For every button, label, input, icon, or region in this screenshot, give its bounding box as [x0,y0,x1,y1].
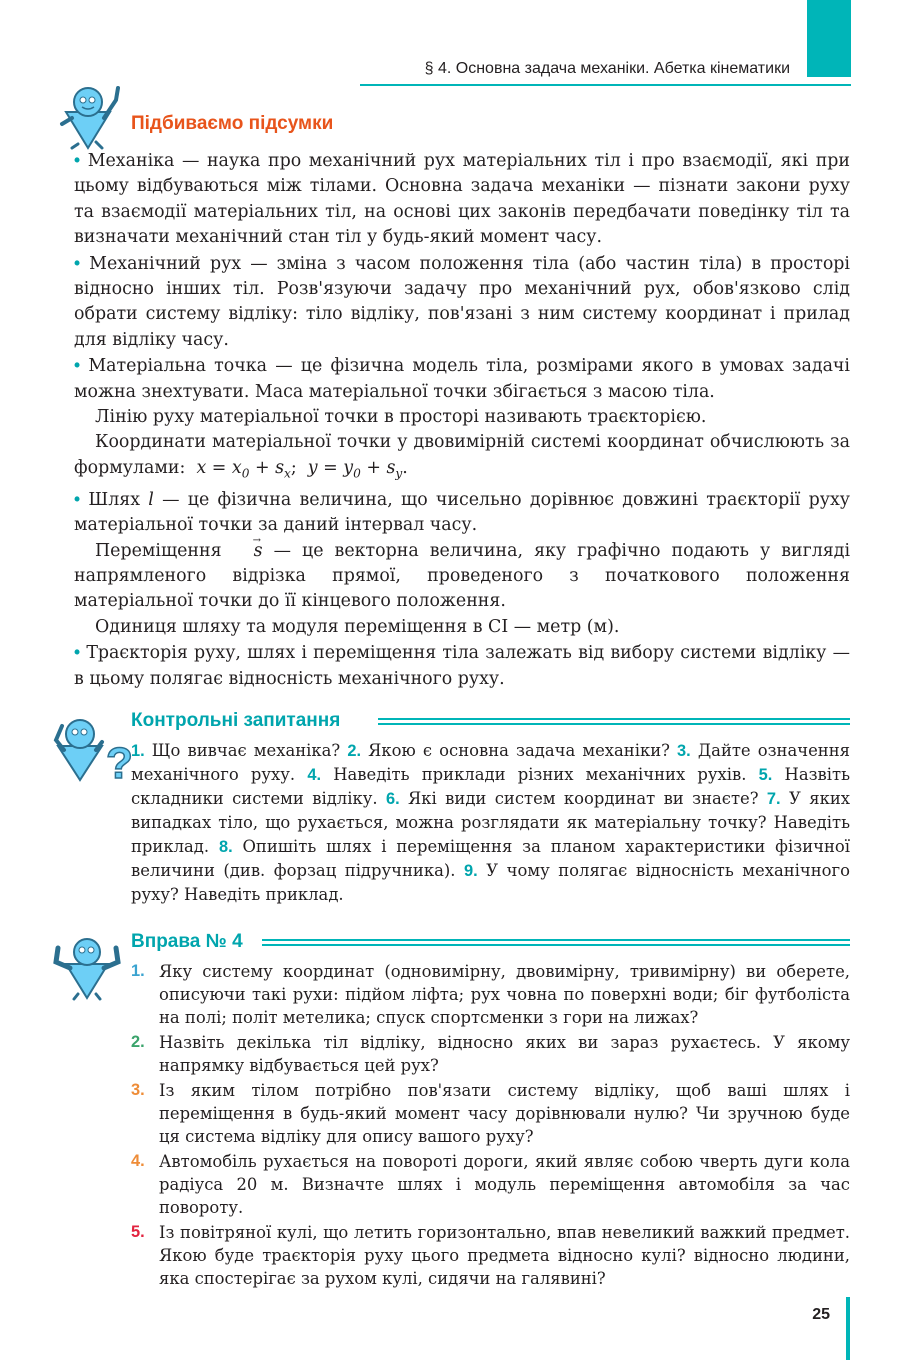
summary-title: Підбиваємо підсумки [131,113,334,134]
formula-x: $x = x_0 + s_x$ [196,457,291,481]
header-rule [360,84,851,86]
question-number: 7. [766,790,781,808]
exercise-item [131,1079,850,1148]
summary-paragraph: Лінію руху матеріальної точки в просторі називають траєкторією. [95,407,707,428]
question-number: 6. [385,790,400,808]
exercise-title: Вправа № 4 [131,931,243,952]
summary-paragraph: Переміщення → s — це векторна величина, яку графічно подають у вигляді напрямленого відрізка прямої, проведеного з початкового положення матеріальної точки до її кінцевого положення. [74,539,850,615]
question-text: У чому полягає відносність механічного руху? Наведіть приклад. [131,861,851,904]
exercise-number: 4. [131,1152,145,1170]
running-header: § 4. Основна задача механіки. Абетка кінематики [424,60,790,77]
exercise-list [131,960,850,1292]
page-number-bar [846,1297,850,1360]
exercise-item [131,960,850,1029]
question-text: Наведіть приклади різних механічних рухів. [333,765,747,784]
svg-text:?: ? [106,739,133,788]
exercise-item [131,1031,850,1077]
question-text: Дайте означення механічного руху. [131,741,850,784]
control-questions [131,739,850,907]
question-text: У яких випадках тіло, що рухається, можна розглядати як матеріальну точку? Наведіть приклад. [131,789,850,856]
exercise-text: Із повітряної кулі, що летить горизонтально, впав невеликий важкий предмет. Якою буде траєкторія руху цього предмета відносно кулі? відносно людини, яка спостерігає за рухом кулі, сидячи на галявині? [159,1223,850,1288]
mascot-pointing-icon [60,78,130,150]
question-text: Опишіть шлях і переміщення за планом характеристики фізичної величини (див. форзац підручника). [131,837,850,880]
summary-paragraph: • Механіка — наука про механічний рух матеріальних тіл і про взаємодії, які при цьому відбуваються між тілами. Основна задача механіки — пізнати закони руху та взаємодії матеріальних тіл, на основі цих законів передбачати поведінку тіл та визначати механічний стан тіл у будь-який момент часу. [74,150,851,248]
exercise-number: 2. [131,1033,145,1051]
exercise-item [131,1150,850,1219]
summary-paragraph: • Механічний рух — зміна з часом положення тіла (або частин тіла) в просторі відносно інших тіл. Розв'язуючи задачу про механічний рух, обов'язково слід обрати систему відліку: тіло відліку, пов'язані з ним систему координат і прилад для відліку часу. [74,252,850,350]
question-number: 1. [131,742,145,760]
bullet-icon: • [74,355,81,376]
exercise-item [131,1221,850,1290]
bullet-icon: • [74,488,81,509]
bullet-icon: • [74,642,81,663]
summary-paragraph: Координати матеріальної точки у двовимірній системі координат обчислюють за формулами: $x = x_0 + s_x$; $y = y_0 + s_y$. [74,432,850,481]
page-number: 25 [812,1306,830,1323]
question-number: 5. [758,766,773,784]
mascot-thinking-icon [48,712,133,788]
control-title: Контрольні запитання [131,710,341,731]
exercise-text: Яку систему координат (одновимірну, двовимірну, тривимірну) ви оберете, описуючи такі рухи: підйом ліфта; рух човна по поверхні води; біг футболіста на полі; політ метелика; спуск спортсменки з гори на лижах? [159,962,850,1027]
question-text: Що вивчає механіка? [151,741,341,760]
exercise-number: 5. [131,1223,145,1241]
question-text: Назвіть складники системи відліку. [131,765,851,808]
summary-paragraph: • Траєкторія руху, шлях і переміщення тіла залежать від вибору системи відліку — в цьому полягає відносність механічного руху. [74,642,851,689]
summary-paragraph: • Матеріальна точка — це фізична модель тіла, розмірами якого в умовах задачі можна знехтувати. Маса матеріальної точки збігається з масою тіла. [74,355,850,402]
control-rule [378,718,850,725]
bullet-icon: • [74,150,81,170]
question-text: Які види систем координат ви знаєте? [408,789,759,808]
exercise-text: Із яким тілом потрібно пов'язати систему відліку, щоб ваші шлях і переміщення в будь-який момент часу дорівнювали нулю? Чи зручною буде ця система відліку для опису вашого руху? [159,1081,850,1146]
exercise-text: Автомобіль рухається на повороті дороги, який являє собою чверть дуги кола радіуса 20 м. Визначте шлях і модуль переміщення автомобіля за час повороту. [159,1152,850,1217]
bullet-icon: • [74,252,81,273]
exercise-number: 3. [131,1081,145,1099]
exercise-text: Назвіть декілька тіл відліку, відносно яких ви зараз рухаєтесь. У якому напрямку відбувається цей рух? [159,1033,850,1075]
mascot-strong-icon [50,932,126,1000]
question-text: Якою є основна задача механіки? [368,741,670,760]
exercise-rule [262,939,850,946]
question-number: 8. [218,838,233,856]
question-number: 2. [347,742,361,760]
exercise-number: 1. [131,962,145,980]
question-number: 9. [464,862,478,880]
summary-body [74,148,850,692]
formula-y: $y = y_0 + s_y$ [307,457,403,481]
summary-paragraph: • Шлях l — це фізична величина, що чисельно дорівнює довжині траєкторії руху матеріальної точки за даний інтервал часу. [74,488,851,536]
question-number: 3. [677,742,691,760]
top-tab-marker [807,0,851,77]
summary-paragraph: Одиниця шляху та модуля переміщення в СІ — метр (м). [95,616,620,637]
question-number: 4. [307,766,322,784]
vector-s: → s [233,539,263,564]
